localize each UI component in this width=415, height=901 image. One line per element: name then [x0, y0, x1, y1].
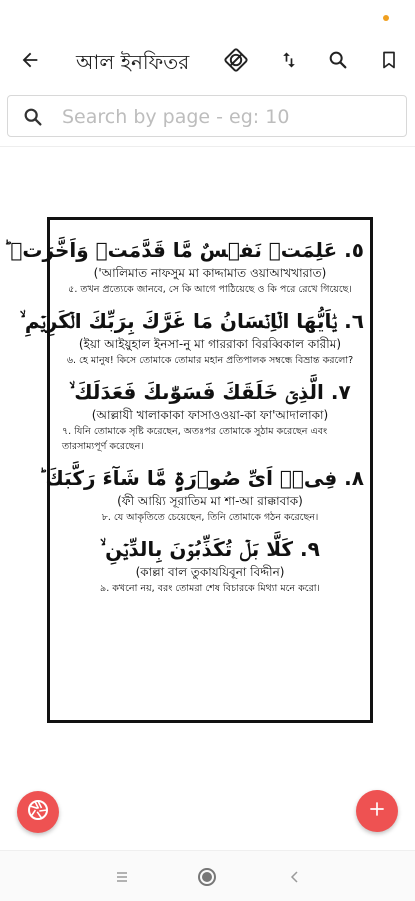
sort-icon[interactable] [271, 42, 307, 78]
add-button[interactable] [356, 790, 398, 832]
divider [0, 146, 415, 147]
camera-shutter-button[interactable] [17, 791, 59, 833]
verse-block [3, 236, 364, 297]
verse-meaning: ৫. তখন প্রত্যেকে জানবে, সে কি আগে পাঠিয়েছে ও কি পরে রেখে গিয়েছে। [68, 284, 352, 295]
notification-dot [383, 15, 389, 21]
plus-icon [367, 799, 387, 823]
arabic-verse: ٨. فِیۡۤ اَیِّ صُوۡرَۃٍ مَّا شَآءَ رَكَّبَكَ ؕ [38, 466, 364, 490]
arabic-verse: ٥. عَلِمَتۡ نَفۡسٌ مَّا قَدَّمَتۡ وَاَخَّرَتۡ ؕ [3, 238, 364, 262]
verse-block [56, 378, 364, 454]
recents-icon[interactable] [110, 865, 134, 889]
verse-transliteration: ('আলিমাত নাফসুম মা কাদ্দামাত ওয়াআখখারাত) [93, 266, 327, 280]
verse-meaning: ৯. কখনো নয়, বরং তোমরা শেষ বিচারকে মিথ্যা মনে করো। [100, 583, 320, 594]
camera-shutter-icon [26, 798, 50, 826]
verse-meaning: ৭. যিনি তোমাকে সৃষ্টি করেছেন, অতঃপর তোমাকে সুঠাম করেছেন এবং তারসাম্যপূর্ণ করেছেন। [62, 426, 328, 452]
verse-meaning: ৮. যে আকৃতিতে চেয়েছেন, তিনি তোমাকে গঠন করেছেন। [101, 512, 319, 523]
bookmark-icon[interactable] [371, 42, 407, 78]
quran-page[interactable] [3, 217, 373, 723]
search-icon [22, 106, 44, 128]
search-bar [7, 95, 407, 137]
verse-transliteration: (কাল্লা বাল তুকাযযিবূনা বিদ্দীন) [135, 565, 285, 579]
verse-block [56, 535, 364, 596]
verse-transliteration: (ফী আয়্যি সূরাতিম মা শা-আ রাক্কাবাক) [117, 494, 303, 508]
app-bar [0, 36, 415, 84]
system-nav-bar [0, 850, 415, 901]
verse-block [19, 307, 364, 368]
page-title: আল ইনফিতর [76, 50, 190, 74]
back-icon[interactable] [283, 865, 307, 889]
night-mode-icon[interactable] [218, 42, 254, 78]
arabic-verse: ٧. الَّذِیۡ خَلَقَكَ فَسَوّٰىكَ فَعَدَلَكَ ۙ [69, 380, 351, 404]
verse-transliteration: (ইয়া আইয়ুহাল ইনসা-নু মা গাররাকা বিরব্বিকাল কারীম) [78, 337, 342, 351]
arabic-verse: ٩. كَلَّا بَلۡ تُكَذِّبُوۡنَ بِالدِّیۡنِ ۙ [100, 537, 320, 561]
search-input[interactable] [60, 102, 394, 132]
arabic-verse: ٦. یٰۤاَیُّهَا الۡاِنۡسَانُ مَا غَرَّكَ بِرَبِّكَ الۡكَرِیۡمِ ۙ [19, 309, 364, 333]
verse-block [38, 464, 364, 525]
verse-meaning: ৬. হে মানুষ! কিসে তোমাকে তোমার মহান প্রতিপালক সম্বন্ধে বিভ্রান্ত করলো? [66, 355, 354, 366]
search-icon[interactable] [320, 42, 356, 78]
verse-transliteration: (আল্লাযী খালাকাকা ফাসাওওয়া-কা ফা'আদালাকা) [91, 408, 329, 422]
back-arrow-icon[interactable] [12, 42, 48, 78]
home-icon[interactable] [195, 865, 219, 889]
